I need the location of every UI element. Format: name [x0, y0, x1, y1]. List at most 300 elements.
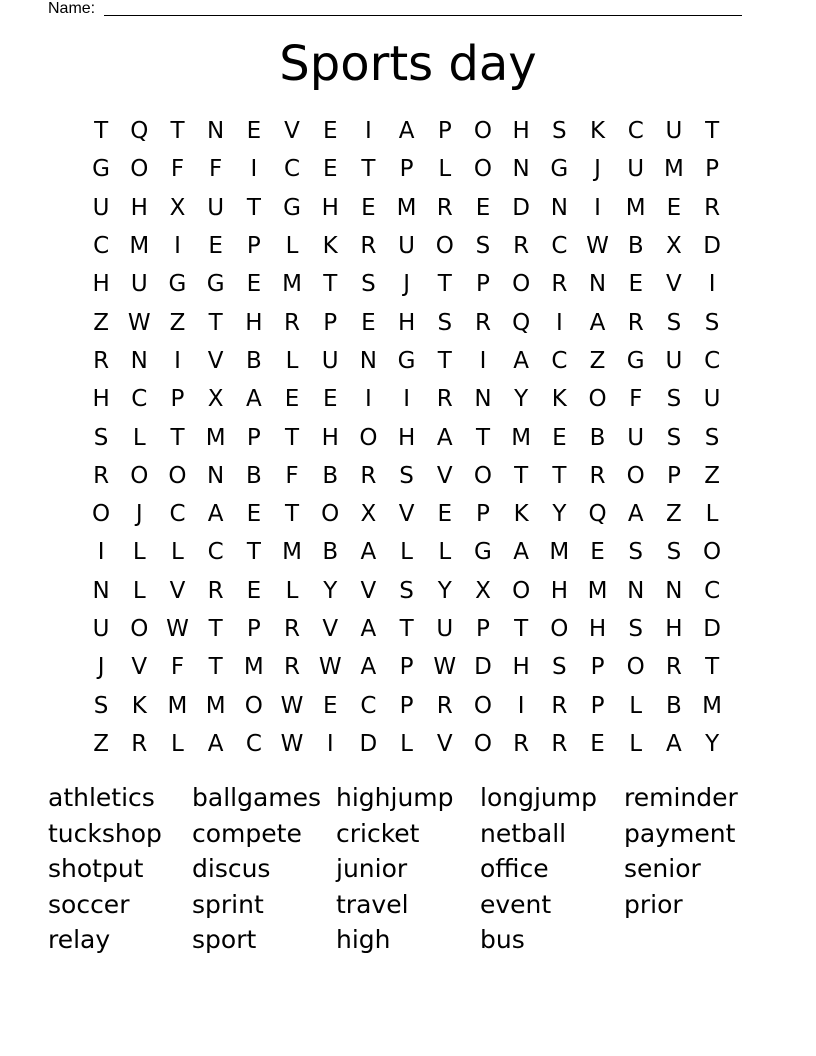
grid-letter: O	[359, 424, 378, 451]
grid-letter: V	[169, 577, 186, 604]
grid-letter: P	[590, 692, 605, 719]
grid-letter: R	[551, 730, 568, 757]
grid-letter: G	[474, 539, 492, 566]
grid-letter: R	[704, 194, 721, 221]
grid-letter: R	[436, 692, 453, 719]
grid-letter: C	[169, 501, 186, 528]
grid-letter: B	[245, 347, 262, 374]
name-field	[48, 0, 748, 18]
grid-letter: O	[435, 233, 454, 260]
grid-letter: P	[476, 271, 490, 298]
grid-letter: E	[361, 194, 376, 221]
grid-letter: H	[321, 424, 339, 451]
grid-letter: Z	[704, 462, 720, 489]
grid-letter: Z	[93, 309, 109, 336]
grid-letter: I	[174, 347, 181, 374]
grid-letter: V	[360, 577, 377, 604]
grid-letter: L	[400, 539, 413, 566]
grid-letter: C	[704, 347, 721, 374]
grid-letter: I	[97, 539, 105, 566]
grid-letter: S	[704, 309, 720, 336]
grid-letter: T	[323, 271, 338, 298]
grid-letter: T	[399, 616, 414, 642]
grid-letter: H	[397, 309, 416, 336]
grid-letter: K	[589, 118, 606, 145]
grid-letter: S	[361, 271, 376, 298]
grid-letter: I	[174, 233, 181, 260]
grid-letter: G	[206, 271, 225, 298]
grid-letter: I	[594, 194, 601, 221]
grid-letter: K	[131, 692, 147, 719]
grid-letter: A	[666, 730, 682, 757]
grid-letter: H	[588, 616, 607, 642]
word-list-item: compete	[192, 818, 302, 848]
grid-letter: R	[665, 654, 682, 681]
grid-letter: E	[590, 730, 605, 757]
grid-letter: Q	[588, 501, 607, 528]
grid-letter: O	[588, 386, 607, 413]
grid-letter: P	[399, 692, 414, 719]
grid-letter: T	[208, 616, 223, 642]
grid-letter: N	[550, 194, 568, 221]
grid-letter: O	[130, 462, 149, 489]
grid-letter: F	[629, 386, 643, 413]
grid-letter: W	[166, 616, 189, 642]
grid-letter: T	[705, 118, 720, 145]
grid-letter: R	[513, 233, 530, 260]
grid-letter: I	[365, 386, 372, 413]
grid-letter: T	[208, 309, 223, 336]
grid-letter: V	[436, 462, 453, 489]
grid-letter: O	[130, 156, 149, 183]
grid-letter: L	[171, 730, 184, 757]
word-list-item: prior	[624, 889, 683, 919]
grid-letter: A	[207, 730, 224, 757]
grid-letter: L	[285, 347, 299, 374]
word-list-item: office	[480, 854, 549, 883]
grid-letter: L	[629, 692, 643, 719]
grid-letter: L	[132, 577, 146, 604]
grid-letter: W	[318, 654, 342, 681]
name-line	[104, 15, 742, 16]
grid-letter: E	[437, 501, 453, 528]
grid-letter: Z	[589, 347, 606, 374]
grid-letter: E	[246, 501, 262, 528]
grid-letter: M	[282, 539, 302, 566]
grid-letter: B	[589, 424, 606, 451]
grid-letter: F	[170, 654, 185, 681]
grid-letter: E	[284, 386, 300, 413]
grid-letter: E	[628, 271, 643, 298]
grid-letter: A	[589, 309, 606, 336]
grid-letter: Y	[514, 386, 529, 413]
grid-letter: S	[437, 309, 453, 336]
grid-letter: S	[475, 233, 491, 260]
grid-letter: U	[321, 347, 339, 374]
grid-letter: E	[322, 692, 338, 719]
grid-letter: O	[550, 616, 569, 642]
grid-letter: M	[702, 692, 723, 719]
grid-letter: R	[93, 347, 110, 374]
grid-letter: R	[436, 386, 453, 413]
grid-letter: Y	[705, 730, 720, 757]
grid-letter: R	[284, 616, 301, 642]
grid-letter: P	[246, 233, 261, 260]
grid-letter: O	[244, 692, 263, 719]
grid-letter: D	[703, 233, 721, 260]
word-list-item: senior	[624, 854, 701, 883]
grid-letter: I	[479, 347, 487, 374]
grid-letter: G	[626, 347, 645, 374]
word-list-item: sport	[192, 925, 257, 954]
grid-letter: V	[436, 730, 453, 757]
grid-letter: T	[705, 654, 720, 681]
word-list-item: athletics	[48, 783, 155, 812]
grid-letter: U	[92, 616, 110, 642]
grid-letter: H	[92, 386, 110, 413]
grid-letter: X	[169, 194, 186, 221]
grid-letter: U	[703, 386, 721, 413]
grid-letter: L	[629, 730, 643, 757]
grid-letter: N	[665, 577, 683, 604]
grid-letter: C	[551, 233, 568, 260]
grid-letter: R	[360, 462, 377, 489]
grid-letter: S	[666, 309, 682, 336]
grid-letter: R	[284, 654, 301, 681]
grid-letter: U	[398, 233, 416, 260]
grid-letter: Z	[169, 309, 186, 336]
grid-letter: P	[476, 616, 490, 642]
grid-letter: Y	[323, 577, 338, 604]
grid-letter: U	[92, 194, 110, 221]
grid-letter: G	[283, 194, 301, 221]
grid-letter: O	[626, 654, 645, 681]
grid-letter: M	[205, 424, 226, 451]
grid-letter: X	[360, 501, 377, 528]
grid-letter: S	[628, 616, 644, 642]
grid-letter: H	[130, 194, 148, 221]
grid-letter: Q	[512, 309, 531, 336]
grid-letter: A	[360, 539, 377, 566]
grid-letter: H	[92, 271, 110, 298]
grid-letter: R	[627, 309, 644, 336]
grid-letter: P	[437, 118, 452, 145]
grid-letter: O	[473, 462, 493, 489]
grid-letter: H	[321, 194, 339, 221]
grid-letter: S	[93, 692, 109, 719]
grid-letter: T	[475, 424, 490, 451]
grid-letter: R	[436, 194, 453, 221]
grid-letter: W	[127, 309, 151, 336]
grid-letter: W	[433, 654, 457, 681]
grid-letter: D	[474, 654, 492, 681]
grid-letter: J	[135, 501, 143, 528]
grid-letter: S	[666, 424, 682, 451]
grid-letter: O	[321, 501, 340, 528]
grid-letter: S	[552, 654, 567, 681]
grid-letter: T	[170, 424, 185, 451]
grid-letter: T	[94, 118, 109, 145]
grid-letter: L	[438, 156, 452, 183]
grid-letter: E	[246, 271, 262, 298]
grid-letter: L	[285, 233, 299, 260]
grid-letter: L	[285, 577, 299, 604]
word-list-item: payment	[624, 818, 736, 848]
grid-letter: V	[322, 616, 339, 642]
grid-letter: R	[551, 271, 568, 298]
grid-letter: C	[284, 156, 301, 183]
grid-letter: P	[323, 309, 338, 336]
grid-letter: P	[170, 386, 185, 413]
grid-letter: V	[131, 654, 148, 681]
grid-letter: L	[132, 539, 146, 566]
grid-letter: O	[473, 692, 493, 719]
grid-letter: U	[130, 271, 148, 298]
grid-letter: G	[397, 347, 416, 374]
grid-letter: I	[326, 730, 334, 757]
grid-letter: H	[397, 424, 416, 451]
grid-letter: C	[131, 386, 148, 413]
grid-letter: S	[399, 462, 414, 489]
grid-letter: R	[207, 577, 224, 604]
grid-letter: P	[590, 654, 605, 681]
grid-letter: C	[551, 347, 568, 374]
word-list-item: junior	[336, 854, 408, 883]
grid-letter: U	[627, 156, 645, 183]
grid-letter: P	[476, 501, 490, 528]
grid-letter: R	[284, 309, 301, 336]
grid-letter: R	[513, 730, 530, 757]
grid-letter: E	[322, 386, 338, 413]
grid-letter: O	[512, 577, 531, 604]
grid-letter: M	[282, 271, 302, 298]
grid-letter: B	[627, 233, 644, 260]
grid-letter: J	[97, 654, 105, 681]
grid-letter: M	[549, 539, 570, 566]
grid-letter: L	[705, 501, 719, 528]
grid-letter: P	[666, 462, 681, 489]
grid-letter: T	[437, 347, 452, 374]
grid-letter: P	[399, 156, 414, 183]
grid-letter: O	[130, 616, 149, 642]
grid-letter: H	[512, 118, 530, 145]
grid-letter: L	[438, 539, 452, 566]
grid-letter: J	[403, 271, 410, 298]
grid-letter: A	[627, 501, 644, 528]
grid-letter: K	[322, 233, 338, 260]
grid-letter: I	[517, 692, 525, 719]
grid-letter: T	[514, 462, 529, 489]
word-list-item: netball	[480, 818, 567, 848]
grid-letter: T	[246, 539, 261, 566]
grid-letter: K	[513, 501, 529, 528]
grid-letter: G	[92, 156, 110, 183]
grid-letter: S	[704, 424, 720, 451]
grid-letter: N	[474, 386, 492, 413]
word-list-item: ballgames	[192, 783, 322, 812]
grid-letter: V	[398, 501, 415, 528]
grid-letter: T	[552, 462, 567, 489]
grid-letter: U	[436, 616, 454, 642]
grid-letter: C	[360, 692, 377, 719]
grid-letter: R	[93, 462, 110, 489]
word-list-item: sprint	[192, 889, 264, 919]
grid-letter: I	[708, 271, 716, 298]
grid-letter: M	[396, 194, 417, 221]
grid-letter: O	[168, 462, 187, 489]
grid-letter: W	[280, 692, 304, 719]
grid-letter: M	[625, 194, 646, 221]
word-list-item: event	[480, 889, 552, 919]
grid-letter: J	[594, 156, 601, 183]
grid-letter: L	[400, 730, 413, 757]
grid-letter: F	[170, 156, 185, 183]
grid-letter: F	[285, 462, 299, 489]
grid-letter: O	[473, 730, 493, 757]
grid-letter: U	[207, 194, 225, 221]
grid-letter: R	[131, 730, 148, 757]
grid-letter: P	[246, 616, 261, 642]
grid-letter: O	[92, 501, 111, 528]
grid-letter: C	[93, 233, 110, 260]
grid-letter: U	[665, 347, 683, 374]
grid-letter: C	[704, 577, 721, 604]
grid-letter: N	[207, 118, 225, 145]
grid-letter: R	[589, 462, 606, 489]
grid-letter: Z	[666, 501, 682, 528]
grid-letter: T	[361, 156, 376, 183]
grid-letter: N	[588, 271, 607, 298]
grid-letter: Z	[93, 730, 109, 757]
grid-letter: V	[207, 347, 224, 374]
grid-letter: M	[511, 424, 532, 451]
grid-letter: N	[130, 347, 148, 374]
grid-letter: C	[207, 539, 224, 566]
grid-letter: M	[663, 156, 684, 183]
grid-letter: V	[284, 118, 300, 145]
grid-letter: X	[475, 577, 491, 604]
grid-letter: P	[246, 424, 261, 451]
word-list-item: longjump	[480, 783, 597, 812]
grid-letter: A	[245, 386, 262, 413]
grid-letter: E	[208, 233, 223, 260]
grid-letter: X	[207, 386, 224, 413]
grid-letter: I	[403, 386, 410, 413]
grid-letter: M	[167, 692, 188, 719]
grid-letter: E	[322, 118, 338, 145]
grid-letter: I	[555, 309, 563, 336]
grid-letter: R	[360, 233, 377, 260]
grid-letter: S	[552, 118, 567, 145]
grid-letter: Y	[437, 577, 452, 604]
grid-letter: A	[436, 424, 453, 451]
word-list-item: high	[336, 925, 391, 954]
grid-letter: T	[170, 118, 185, 145]
grid-letter: N	[512, 156, 530, 183]
grid-letter: T	[246, 194, 261, 221]
grid-letter: S	[666, 386, 682, 413]
grid-letter: A	[360, 616, 377, 642]
grid-letter: P	[705, 156, 720, 183]
grid-letter: N	[627, 577, 645, 604]
grid-letter: M	[205, 692, 226, 719]
grid-letter: E	[322, 156, 338, 183]
grid-letter: K	[551, 386, 567, 413]
grid-letter: B	[322, 539, 339, 566]
grid-letter: B	[666, 692, 682, 719]
grid-letter: C	[245, 730, 262, 757]
grid-letter: E	[475, 194, 491, 221]
grid-letter: Q	[130, 118, 149, 145]
word-list	[48, 780, 768, 958]
word-list-item: reminder	[624, 783, 738, 812]
grid-letter: T	[514, 616, 529, 642]
word-list-item: tuckshop	[48, 818, 162, 848]
grid-letter: S	[399, 577, 414, 604]
grid-letter: H	[665, 616, 683, 642]
grid-letter: A	[207, 501, 224, 528]
grid-letter: B	[245, 462, 262, 489]
grid-letter: W	[586, 233, 609, 260]
grid-letter: Y	[552, 501, 567, 528]
grid-letter: R	[551, 692, 568, 719]
grid-letter: O	[626, 462, 645, 489]
grid-letter: D	[703, 616, 721, 642]
word-list-item: soccer	[48, 889, 130, 919]
grid-letter: T	[437, 271, 452, 298]
grid-letter: W	[280, 730, 304, 757]
grid-letter: G	[550, 156, 569, 183]
grid-letter: A	[360, 654, 377, 681]
grid-letter: E	[590, 539, 605, 566]
grid-letter: V	[666, 271, 682, 298]
grid-letter: A	[398, 118, 415, 145]
word-list-item: bus	[480, 925, 525, 954]
grid-letter: C	[627, 118, 644, 145]
word-list-item: highjump	[336, 783, 454, 812]
grid-letter: A	[513, 347, 530, 374]
grid-letter: H	[512, 654, 530, 681]
grid-letter: X	[666, 233, 682, 260]
grid-letter: O	[473, 156, 493, 183]
grid-letter: I	[365, 118, 372, 145]
grid-letter: T	[208, 654, 223, 681]
word-list-item: discus	[192, 854, 271, 883]
grid-letter: M	[243, 654, 264, 681]
grid-letter: E	[666, 194, 682, 221]
word-list-item: shotput	[48, 854, 144, 883]
grid-letter: D	[512, 194, 531, 221]
grid-letter: S	[666, 539, 682, 566]
word-list-item: cricket	[336, 818, 420, 848]
grid-letter: B	[322, 462, 339, 489]
word-list-item: relay	[48, 925, 111, 954]
grid-letter: E	[246, 118, 262, 145]
grid-letter: I	[250, 156, 258, 183]
grid-letter: A	[513, 539, 530, 566]
page-title: Sports day	[279, 36, 537, 92]
grid-letter: T	[285, 501, 300, 528]
grid-letter: L	[171, 539, 184, 566]
grid-letter: M	[587, 577, 608, 604]
grid-letter: N	[359, 347, 378, 374]
grid-letter: R	[474, 309, 491, 336]
grid-letter: P	[399, 654, 414, 681]
grid-letter: G	[168, 271, 187, 298]
grid-letter: O	[703, 539, 722, 566]
grid-letter: O	[512, 271, 531, 298]
letter-grid	[82, 112, 730, 763]
